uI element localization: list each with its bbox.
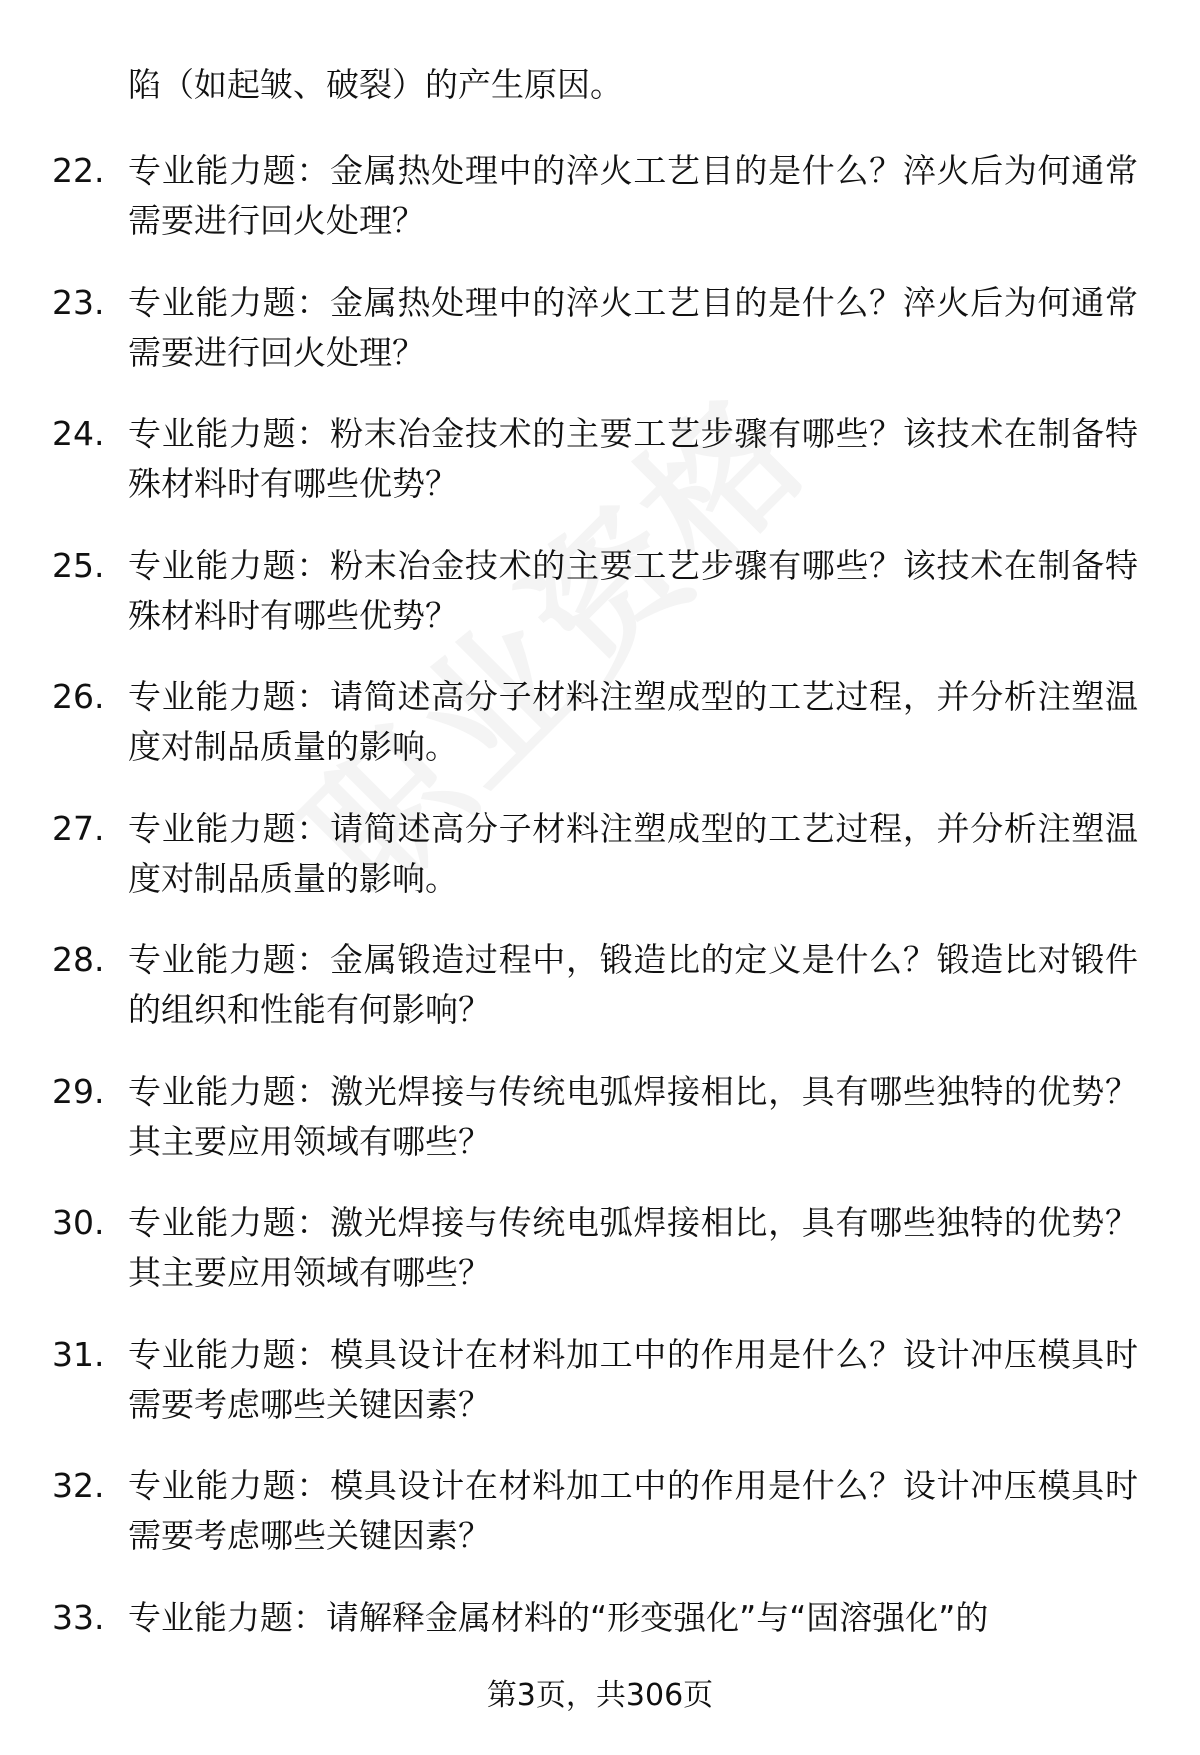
question-text: 专业能力题：激光焊接与传统电弧焊接相比，具有哪些独特的优势？其主要应用领域有哪些？ bbox=[128, 1071, 1138, 1161]
list-item bbox=[0, 1461, 1200, 1593]
question-text: 专业能力题：粉末冶金技术的主要工艺步骤有哪些？该技术在制备特殊材料时有哪些优势？ bbox=[128, 414, 1138, 503]
question-text: 专业能力题：激光焊接与传统电弧焊接相比，具有哪些独特的优势？其主要应用领域有哪些？ bbox=[128, 1203, 1138, 1292]
question-text: 专业能力题：请简述高分子材料注塑成型的工艺过程，并分析注塑温度对制品质量的影响。 bbox=[128, 808, 1138, 898]
question-text: 专业能力题：金属热处理中的淬火工艺目的是什么？淬火后为何通常需要进行回火处理？ bbox=[128, 282, 1138, 372]
page-number-footer: 第3页，共306页 bbox=[486, 1678, 714, 1713]
question-number: 33. bbox=[52, 1597, 105, 1637]
question-number: 32. bbox=[52, 1466, 105, 1505]
continuation-text: 陷（如起皱、破裂）的产生原因。 bbox=[128, 65, 623, 104]
list-item bbox=[0, 804, 1200, 936]
question-number: 25. bbox=[52, 545, 105, 585]
list-item bbox=[0, 541, 1200, 673]
question-text: 专业能力题：金属锻造过程中，锻造比的定义是什么？锻造比对锻件的组织和性能有何影响？ bbox=[128, 940, 1138, 1029]
question-text: 专业能力题：请简述高分子材料注塑成型的工艺过程，并分析注塑温度对制品质量的影响。 bbox=[128, 677, 1138, 766]
question-text: 专业能力题：金属热处理中的淬火工艺目的是什么？淬火后为何通常需要进行回火处理？ bbox=[128, 151, 1138, 240]
list-item bbox=[0, 146, 1200, 278]
list-item bbox=[0, 1067, 1200, 1199]
list-item bbox=[0, 278, 1200, 410]
list-item bbox=[0, 409, 1200, 541]
question-number: 27. bbox=[52, 808, 105, 848]
question-list bbox=[0, 146, 1200, 1724]
question-text: 专业能力题：模具设计在材料加工中的作用是什么？设计冲压模具时需要考虑哪些关键因素？ bbox=[128, 1334, 1138, 1424]
question-number: 30. bbox=[52, 1203, 105, 1242]
list-item bbox=[0, 1330, 1200, 1462]
list-item bbox=[0, 1198, 1200, 1330]
question-text: 专业能力题：模具设计在材料加工中的作用是什么？设计冲压模具时需要考虑哪些关键因素？ bbox=[128, 1466, 1138, 1555]
question-number: 23. bbox=[52, 282, 105, 322]
question-number: 31. bbox=[52, 1334, 105, 1374]
list-item bbox=[0, 935, 1200, 1067]
question-text: 专业能力题：粉末冶金技术的主要工艺步骤有哪些？该技术在制备特殊材料时有哪些优势？ bbox=[128, 545, 1138, 635]
question-number: 26. bbox=[52, 677, 105, 716]
list-item bbox=[0, 672, 1200, 804]
question-number: 28. bbox=[52, 940, 105, 979]
question-number: 24. bbox=[52, 414, 105, 453]
question-number: 22. bbox=[52, 151, 105, 190]
question-text: 专业能力题：请解释金属材料的“形变强化”与“固溶强化”的 bbox=[128, 1597, 989, 1637]
question-number: 29. bbox=[52, 1071, 105, 1111]
